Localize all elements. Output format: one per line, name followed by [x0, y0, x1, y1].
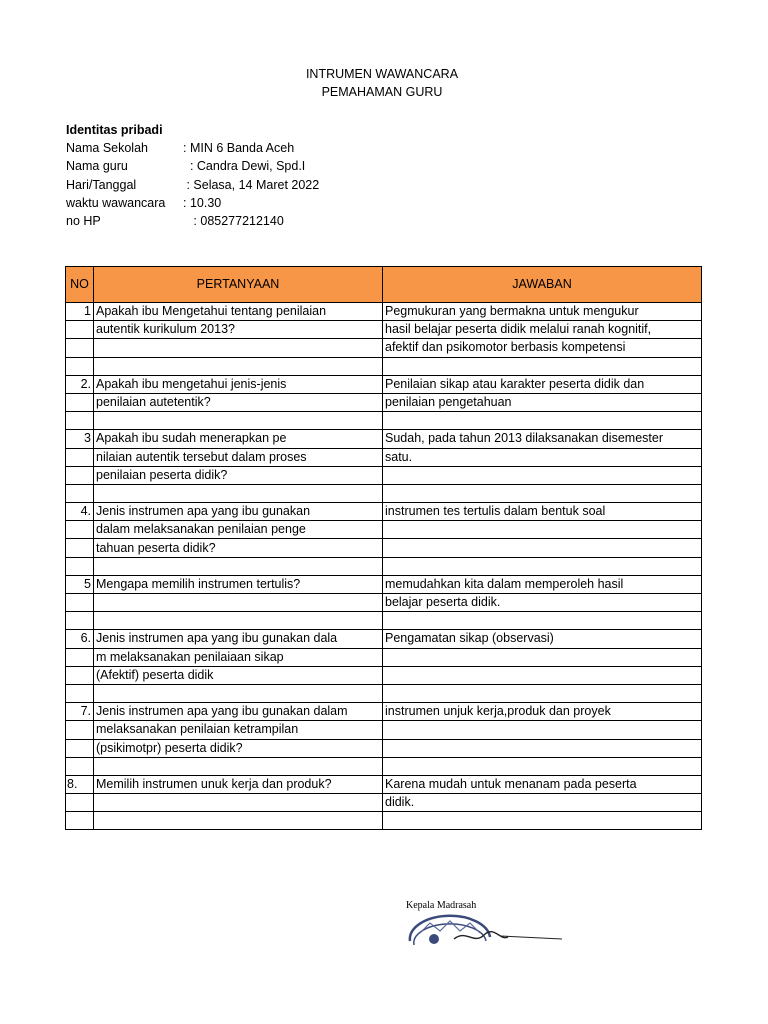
- question-cell: (Afektif) peserta didik: [94, 666, 383, 684]
- row-number: [66, 684, 94, 702]
- answer-cell: penilaian pengetahuan: [383, 393, 702, 411]
- row-number: [66, 448, 94, 466]
- row-number: [66, 648, 94, 666]
- table-row: [66, 812, 702, 830]
- question-cell: [94, 339, 383, 357]
- question-cell: [94, 812, 383, 830]
- row-number: [66, 612, 94, 630]
- question-cell: m melaksanakan penilaiaan sikap: [94, 648, 383, 666]
- row-number: [66, 757, 94, 775]
- answer-cell: instrumen tes tertulis dalam bentuk soal: [383, 503, 702, 521]
- table-row: [66, 612, 702, 630]
- row-number: [66, 721, 94, 739]
- identity-heading: Identitas pribadi: [66, 123, 163, 137]
- table-row: [66, 775, 702, 793]
- question-cell: tahuan peserta didik?: [94, 539, 383, 557]
- answer-cell: satu.: [383, 448, 702, 466]
- row-number: 5: [66, 575, 94, 593]
- header-answer: JAWABAN: [383, 267, 702, 303]
- row-number: [66, 521, 94, 539]
- answer-cell: [383, 539, 702, 557]
- answer-cell: [383, 648, 702, 666]
- field-value: : 10.30: [183, 195, 222, 210]
- table-row: [66, 594, 702, 612]
- row-number: 1: [66, 303, 94, 321]
- field-label: no HP: [66, 214, 101, 229]
- identity-section: [66, 121, 319, 230]
- row-number: 8.: [66, 775, 94, 793]
- row-number: [66, 412, 94, 430]
- question-cell: [94, 612, 383, 630]
- answer-cell: didik.: [383, 794, 702, 812]
- row-number: [66, 539, 94, 557]
- question-cell: dalam melaksanakan penilaian penge: [94, 521, 383, 539]
- question-cell: penilaian peserta didik?: [94, 466, 383, 484]
- row-number: 4.: [66, 503, 94, 521]
- signature-block: [404, 899, 564, 949]
- table-row: [66, 503, 702, 521]
- answer-cell: instrumen unjuk kerja,produk dan proyek: [383, 703, 702, 721]
- table-row: [66, 684, 702, 702]
- question-cell: melaksanakan penilaian ketrampilan: [94, 721, 383, 739]
- table-row: [66, 757, 702, 775]
- field-value: : Selasa, 14 Maret 2022: [183, 177, 320, 192]
- question-cell: [94, 757, 383, 775]
- row-number: [66, 557, 94, 575]
- identity-row-school: [66, 139, 319, 157]
- question-cell: Apakah ibu Mengetahui tentang penilaian: [94, 303, 383, 321]
- identity-row-teacher: [66, 157, 319, 175]
- table-row: [66, 794, 702, 812]
- table-row: [66, 630, 702, 648]
- table-row: [66, 339, 702, 357]
- field-value: : 085277212140: [183, 214, 284, 229]
- field-label: Nama Sekolah: [66, 141, 148, 156]
- question-cell: [94, 594, 383, 612]
- row-number: [66, 339, 94, 357]
- table-header-row: [66, 267, 702, 303]
- question-cell: (psikimotpr) peserta didik?: [94, 739, 383, 757]
- row-number: 2.: [66, 375, 94, 393]
- question-cell: [94, 794, 383, 812]
- question-cell: Jenis instrumen apa yang ibu gunakan dalam: [94, 703, 383, 721]
- field-label: waktu wawancara: [66, 195, 166, 210]
- question-cell: Jenis instrumen apa yang ibu gunakan dala: [94, 630, 383, 648]
- header-no: NO: [66, 267, 94, 303]
- row-number: 6.: [66, 630, 94, 648]
- answer-cell: [383, 521, 702, 539]
- table-row: [66, 557, 702, 575]
- answer-cell: [383, 757, 702, 775]
- row-number: [66, 393, 94, 411]
- question-cell: [94, 484, 383, 502]
- answer-cell: Pengamatan sikap (observasi): [383, 630, 702, 648]
- field-label: Nama guru: [66, 159, 128, 174]
- row-number: 3: [66, 430, 94, 448]
- answer-cell: [383, 739, 702, 757]
- table-row: [66, 539, 702, 557]
- table-row: [66, 393, 702, 411]
- question-cell: Mengapa memilih instrumen tertulis?: [94, 575, 383, 593]
- seal-stamp-icon: [404, 909, 564, 949]
- row-number: 7.: [66, 703, 94, 721]
- answer-cell: hasil belajar peserta didik melalui ranah kognitif,: [383, 321, 702, 339]
- table-row: [66, 357, 702, 375]
- question-cell: Memilih instrumen unuk kerja dan produk?: [94, 775, 383, 793]
- answer-cell: belajar peserta didik.: [383, 594, 702, 612]
- row-number: [66, 812, 94, 830]
- field-value: : Candra Dewi, Spd.I: [183, 159, 306, 174]
- row-number: [66, 739, 94, 757]
- table-row: [66, 648, 702, 666]
- document-subtitle: PEMAHAMAN GURU: [321, 85, 443, 99]
- answer-cell: afektif dan psikomotor berbasis kompetensi: [383, 339, 702, 357]
- table-row: [66, 375, 702, 393]
- answer-cell: Sudah, pada tahun 2013 dilaksanakan disemester: [383, 430, 702, 448]
- table-row: [66, 412, 702, 430]
- question-cell: Apakah ibu mengetahui jenis-jenis: [94, 375, 383, 393]
- table-row: [66, 521, 702, 539]
- answer-cell: [383, 612, 702, 630]
- question-cell: Apakah ibu sudah menerapkan pe: [94, 430, 383, 448]
- table-row: [66, 484, 702, 502]
- table-row: [66, 321, 702, 339]
- answer-cell: [383, 721, 702, 739]
- answer-cell: [383, 412, 702, 430]
- table-row: [66, 739, 702, 757]
- answer-cell: memudahkan kita dalam memperoleh hasil: [383, 575, 702, 593]
- answer-cell: Pegmukuran yang bermakna untuk mengukur: [383, 303, 702, 321]
- table-row: [66, 466, 702, 484]
- question-cell: Jenis instrumen apa yang ibu gunakan: [94, 503, 383, 521]
- question-cell: [94, 684, 383, 702]
- row-number: [66, 466, 94, 484]
- identity-row-phone: [66, 212, 319, 230]
- table-row: [66, 721, 702, 739]
- answer-cell: [383, 484, 702, 502]
- answer-cell: Penilaian sikap atau karakter peserta didik dan: [383, 375, 702, 393]
- field-label: Hari/Tanggal: [66, 177, 137, 192]
- field-value: : MIN 6 Banda Aceh: [183, 141, 295, 156]
- interview-table: [65, 266, 702, 830]
- question-cell: penilaian autetentik?: [94, 393, 383, 411]
- signature-label: Kepala Madrasah: [406, 900, 477, 911]
- question-cell: autentik kurikulum 2013?: [94, 321, 383, 339]
- header-question: PERTANYAAN: [94, 267, 383, 303]
- question-cell: nilaian autentik tersebut dalam proses: [94, 448, 383, 466]
- identity-row-date: [66, 176, 319, 194]
- row-number: [66, 357, 94, 375]
- answer-cell: [383, 466, 702, 484]
- document-title: INTRUMEN WAWANCARA: [305, 67, 459, 81]
- table-row: [66, 703, 702, 721]
- table-row: [66, 448, 702, 466]
- question-cell: [94, 412, 383, 430]
- table-row: [66, 666, 702, 684]
- row-number: [66, 594, 94, 612]
- question-cell: [94, 557, 383, 575]
- answer-cell: [383, 812, 702, 830]
- table-row: [66, 430, 702, 448]
- answer-cell: [383, 666, 702, 684]
- row-number: [66, 794, 94, 812]
- answer-cell: Karena mudah untuk menanam pada peserta: [383, 775, 702, 793]
- answer-cell: [383, 684, 702, 702]
- identity-row-time: [66, 194, 319, 212]
- answer-cell: [383, 557, 702, 575]
- answer-cell: [383, 357, 702, 375]
- question-cell: [94, 357, 383, 375]
- row-number: [66, 666, 94, 684]
- table-row: [66, 303, 702, 321]
- table-row: [66, 575, 702, 593]
- row-number: [66, 484, 94, 502]
- row-number: [66, 321, 94, 339]
